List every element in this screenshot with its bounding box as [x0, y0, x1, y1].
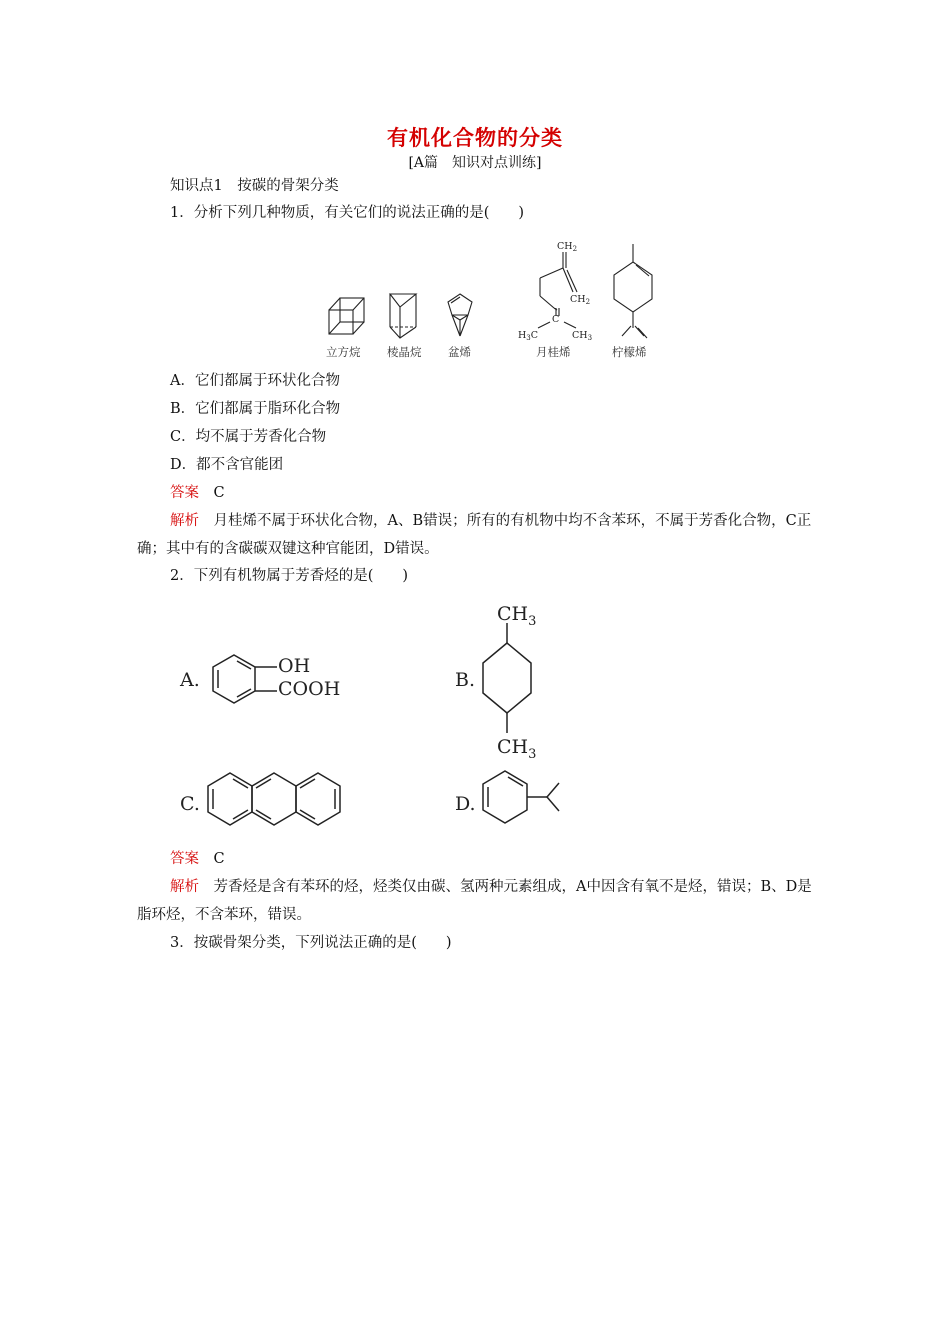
group-cooh: COOH: [278, 678, 341, 700]
q2-label-b: B.: [455, 669, 476, 691]
q1-option-d: D．都不含官能团: [170, 457, 284, 473]
c-label: C: [552, 314, 560, 325]
analysis-text: 芳香烃是含有苯环的烃，烃类仅由碳、氢两种元素组成，A中因含有氧不是烃，错误；B、D是脂环烃，不含苯环，错误。: [137, 879, 812, 923]
ch2-top-label: $CH_2$: [557, 241, 578, 253]
q2-answer: [170, 849, 225, 869]
q2-label-a: A.: [180, 669, 200, 691]
question-2-figure: [175, 595, 595, 850]
h3c-label: $H_3C$: [518, 330, 539, 342]
q2-analysis: [137, 873, 817, 929]
analysis-label: 解析: [170, 513, 199, 529]
benzvalene-structure: [448, 294, 472, 336]
molecule-label-myrcene: 月桂烯: [536, 345, 571, 359]
group-oh: OH: [278, 655, 311, 677]
prismane-structure: [390, 294, 416, 338]
structure-a: [213, 655, 277, 703]
structure-d: [483, 771, 559, 823]
question-3-stem: 3．按碳骨架分类，下列说法正确的是( ): [170, 935, 452, 951]
structure-b: [483, 623, 531, 733]
ch3-label: $CH_3$: [572, 330, 593, 342]
molecule-label-cubane: 立方烷: [326, 345, 361, 359]
group-ch3-bottom: $CH_3$: [497, 736, 537, 762]
q1-option-a: A．它们都属于环状化合物: [170, 373, 340, 389]
q2-label-c: C.: [180, 793, 200, 815]
molecule-label-benzvalene: 盆烯: [448, 345, 471, 359]
q1-analysis: [137, 507, 817, 563]
answer-label: 答案: [170, 485, 199, 501]
q1-option-c: C．均不属于芳香化合物: [170, 429, 327, 445]
structure-c: [208, 773, 340, 825]
answer-value: C: [213, 851, 225, 867]
question-2-stem: 2．下列有机物属于芳香烃的是( ): [170, 568, 409, 584]
question-1-figure: [320, 232, 660, 360]
group-ch3-top: $CH_3$: [497, 603, 537, 629]
molecule-label-limonene: 柠檬烯: [612, 345, 647, 359]
analysis-label: 解析: [170, 879, 199, 895]
analysis-text: 月桂烯不属于环状化合物，A、B错误；所有的有机物中均不含苯环，不属于芳香化合物，C正确；其中有的含碳碳双键这种官能团，D错误。: [137, 513, 812, 557]
molecule-label-prismane: 棱晶烷: [387, 345, 422, 359]
answer-value: C: [213, 485, 225, 501]
question-1-stem: 1．分析下列几种物质，有关它们的说法正确的是( ): [170, 205, 525, 221]
ch2-mid-label: $CH_2$: [570, 294, 591, 306]
cubane-structure: [329, 298, 364, 334]
q1-option-b: B．它们都属于脂环化合物: [170, 401, 341, 417]
q1-answer: [170, 483, 225, 503]
answer-label: 答案: [170, 851, 199, 867]
q2-label-d: D.: [455, 793, 476, 815]
page-subtitle: [A篇 知识对点训练]: [408, 155, 542, 171]
page-title: 有机化合物的分类: [387, 126, 563, 150]
section-heading: 知识点1 按碳的骨架分类: [170, 178, 339, 194]
limonene-structure: [614, 244, 652, 338]
